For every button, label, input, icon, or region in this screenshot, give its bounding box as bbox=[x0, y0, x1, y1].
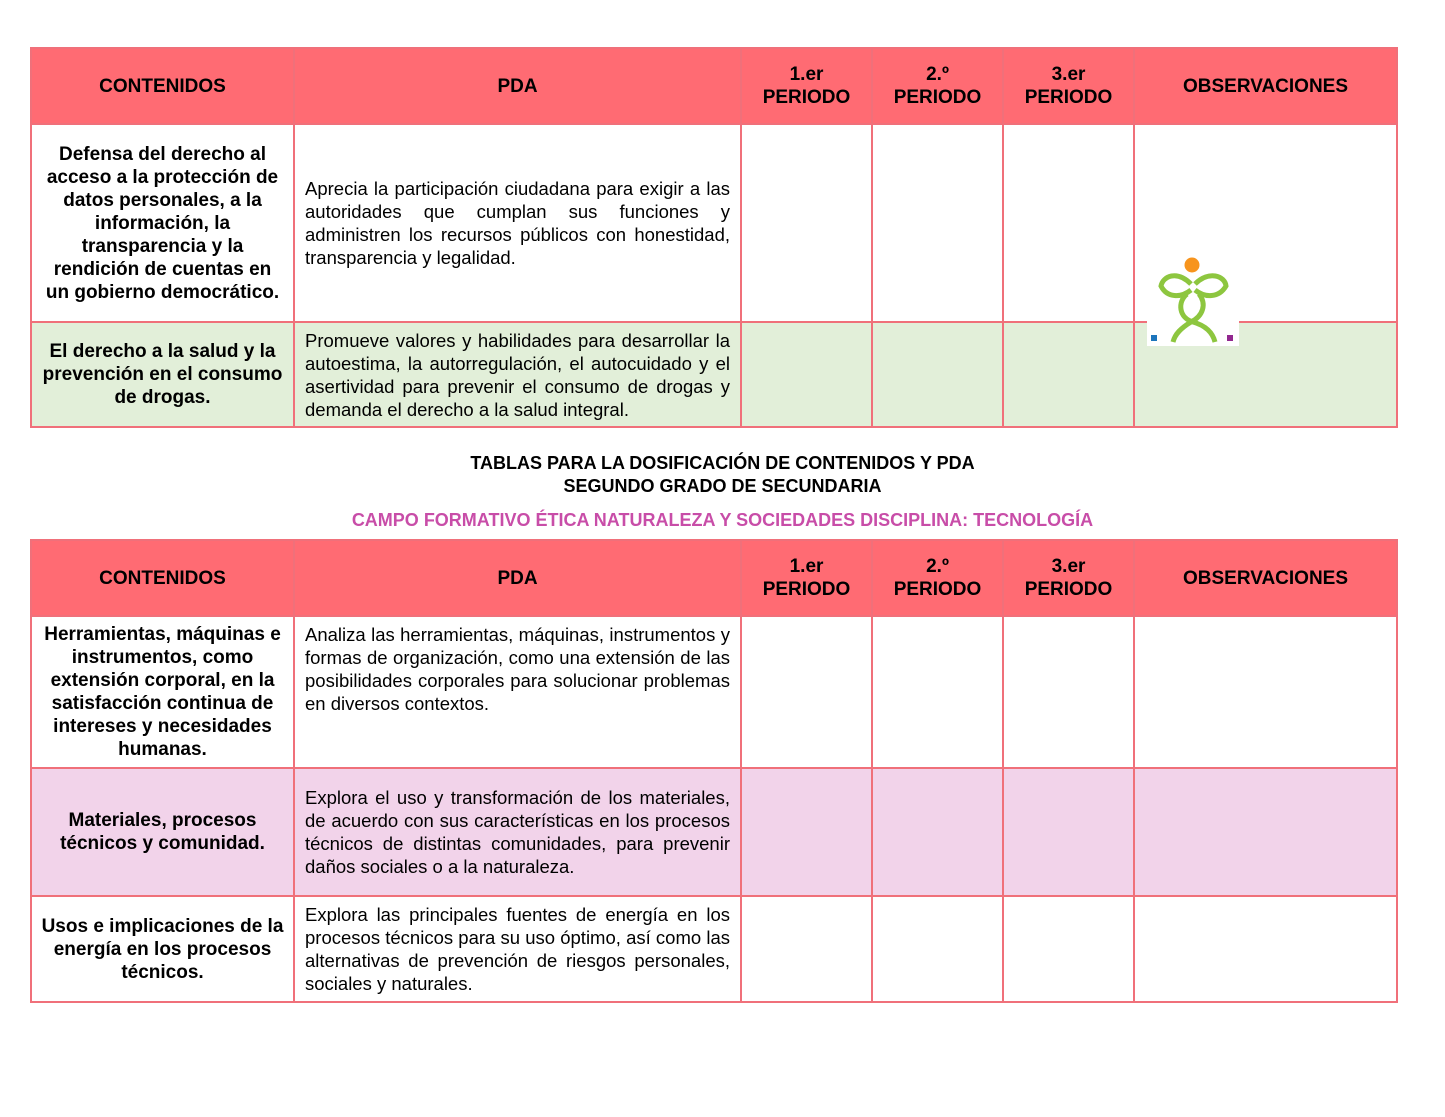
table-etica bbox=[30, 47, 1398, 428]
contenido-cell: Herramientas, máquinas e instrumentos, como extensión corporal, en la satisfacción continua de intereses y necesidades humanas. bbox=[31, 616, 294, 768]
col-periodo-3: 3.er PERIODO bbox=[1003, 540, 1134, 616]
col-contenidos: CONTENIDOS bbox=[31, 48, 294, 124]
periodo-3-cell[interactable] bbox=[1003, 124, 1134, 322]
table-row bbox=[31, 896, 1397, 1002]
periodo-2-cell[interactable] bbox=[872, 124, 1003, 322]
col-periodo-2: 2.º PERIODO bbox=[872, 48, 1003, 124]
col-observaciones: OBSERVACIONES bbox=[1134, 540, 1397, 616]
periodo-1-cell[interactable] bbox=[741, 124, 872, 322]
col-observaciones: OBSERVACIONES bbox=[1134, 48, 1397, 124]
contenido-cell: Materiales, procesos técnicos y comunidad. bbox=[31, 768, 294, 896]
plant-figure-logo-icon bbox=[1147, 256, 1239, 346]
section-title: TABLAS PARA LA DOSIFICACIÓN DE CONTENIDOS Y PDA SEGUNDO GRADO DE SECUNDARIA bbox=[470, 453, 975, 496]
col-periodo-1: 1.er PERIODO bbox=[741, 48, 872, 124]
observaciones-cell[interactable] bbox=[1134, 616, 1397, 768]
pda-cell: Explora las principales fuentes de energía en los procesos técnicos para su uso óptimo, así como las alternativas de prevención de riesgos personales, sociales y naturales. bbox=[294, 896, 741, 1002]
table-row bbox=[31, 616, 1397, 768]
contenido-cell: El derecho a la salud y la prevención en el consumo de drogas. bbox=[31, 322, 294, 427]
header-row bbox=[31, 540, 1397, 616]
table-tecnologia bbox=[30, 539, 1398, 1003]
pda-cell: Promueve valores y habilidades para desarrollar la autoestima, la autorregulación, el autocuidado y el asertividad para prevenir el consumo de drogas y demanda el derecho a la salud integral. bbox=[294, 322, 741, 427]
periodo-2-cell[interactable] bbox=[872, 322, 1003, 427]
periodo-1-cell[interactable] bbox=[741, 616, 872, 768]
campo-formativo-title: CAMPO FORMATIVO ÉTICA NATURALEZA Y SOCIEDADES DISCIPLINA: TECNOLOGÍA bbox=[351, 510, 1094, 530]
col-pda: PDA bbox=[294, 540, 741, 616]
periodo-2-cell[interactable] bbox=[872, 896, 1003, 1002]
observaciones-cell[interactable] bbox=[1134, 896, 1397, 1002]
periodo-3-cell[interactable] bbox=[1003, 322, 1134, 427]
periodo-2-cell[interactable] bbox=[872, 616, 1003, 768]
col-periodo-2: 2.º PERIODO bbox=[872, 540, 1003, 616]
header-row bbox=[31, 48, 1397, 124]
periodo-3-cell[interactable] bbox=[1003, 616, 1134, 768]
periodo-1-cell[interactable] bbox=[741, 322, 872, 427]
contenido-cell: Usos e implicaciones de la energía en los procesos técnicos. bbox=[31, 896, 294, 1002]
periodo-3-cell[interactable] bbox=[1003, 896, 1134, 1002]
col-contenidos: CONTENIDOS bbox=[31, 540, 294, 616]
col-periodo-3: 3.er PERIODO bbox=[1003, 48, 1134, 124]
col-periodo-1: 1.er PERIODO bbox=[741, 540, 872, 616]
periodo-2-cell[interactable] bbox=[872, 768, 1003, 896]
pda-cell: Explora el uso y transformación de los materiales, de acuerdo con sus características en los procesos técnicos de distintas comunidades, para prevenir daños sociales o a la naturaleza. bbox=[294, 768, 741, 896]
observaciones-cell[interactable] bbox=[1134, 768, 1397, 896]
contenido-cell: Defensa del derecho al acceso a la protección de datos personales, a la información, la transparencia y la rendición de cuentas en un gobierno democrático. bbox=[31, 124, 294, 322]
periodo-1-cell[interactable] bbox=[741, 896, 872, 1002]
pda-cell: Analiza las herramientas, máquinas, instrumentos y formas de organización, como una extensión de las posibilidades corporales para solucionar problemas en diversos contextos. bbox=[294, 616, 741, 768]
table-row bbox=[31, 768, 1397, 896]
col-pda: PDA bbox=[294, 48, 741, 124]
periodo-1-cell[interactable] bbox=[741, 768, 872, 896]
periodo-3-cell[interactable] bbox=[1003, 768, 1134, 896]
pda-cell: Aprecia la participación ciudadana para exigir a las autoridades que cumplan sus funciones y administren los recursos públicos con honestidad, transparencia y legalidad. bbox=[294, 124, 741, 322]
